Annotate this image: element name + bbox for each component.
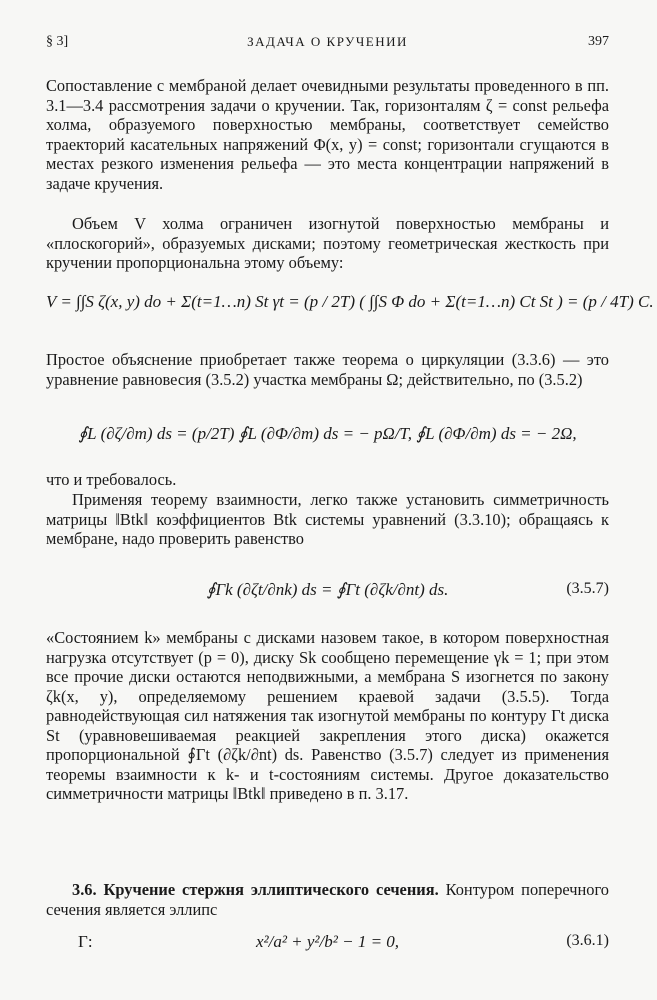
paragraph-2: [46, 214, 609, 273]
paragraph-5-text: Применяя теорему взаимности, легко также установить симметричность матрицы ‖Btk‖ коэффициентов Btk системы уравнений (3.3.10); обращаясь к мембране, надо проверить равенство: [46, 490, 609, 548]
paragraph-1: [46, 76, 609, 193]
paragraph-1-text: Сопоставление с мембраной делает очевидными результаты проведенного в пп. 3.1—3.4 рассмотрения задачи о кручении. Так, горизонталям ζ = const рельефа холма, образуемого поверхностью мембраны, соответствует семейство траекторий касательных напряжений Φ(x, y) = const; горизонтали сгущаются в местах резкого изменения рельефа — это места концентрации напряжений в задаче кручения.: [46, 76, 609, 193]
running-header: [46, 34, 609, 54]
paragraph-7: [46, 880, 609, 919]
paragraph-6-text: «Состоянием k» мембраны с дисками назовем такое, в котором поверхностная нагрузка отсутствует (p = 0), диску Sk сообщено перемещение γk = 1; при этом все прочие диски остаются неподвижными, а мембрана S изогнется по закону ζk(x, y), определяемому решением краевой задачи (3.5.5). Тогда равнодействующая сил натяжения так изогнутой мембраны по контуру Γt диска St (уравновешиваемая реакцией закрепления этого диска) окажется пропорциональной ∮Γt (∂ζk/∂nt) ds. Равенство (3.5.7) следует из применения теоремы взаимности к k- и t-состояниям системы. Другое доказательство симметричности матрицы ‖Btk‖ приведено в п. 3.17.: [46, 628, 609, 803]
paragraph-3-text: Простое объяснение приобретает также теорема о циркуляции (3.3.6) — это уравнение равновесия (3.5.2) участка мембраны Ω; действительно, по (3.5.2): [46, 350, 609, 389]
formula-circulation: [46, 424, 609, 460]
paragraph-6: [46, 628, 609, 804]
equation-number-3-6-1: (3.6.1): [566, 932, 609, 949]
equation-number-3-5-7: (3.5.7): [566, 580, 609, 597]
paragraph-3: [46, 350, 609, 389]
formula-ellipse: [46, 932, 609, 962]
paragraph-2-text: Объем V холма ограничен изогнутой поверхностью мембраны и «плоскогорий», образуемых дисками; поэтому геометрическая жесткость при кручении пропорциональна этому объему:: [46, 214, 609, 272]
formula-circulation-text: ∮L (∂ζ/∂m) ds = (p/2T) ∮L (∂Φ/∂m) ds = − pΩ/T, ∮L (∂Φ/∂m) ds = − 2Ω,: [78, 424, 577, 443]
paragraph-4-text: что и требовалось.: [46, 470, 177, 489]
formula-volume: [46, 292, 654, 332]
section-intro-text: Контуром поперечного сечения является эллипс: [46, 880, 609, 919]
page-number: 397: [588, 34, 609, 49]
paragraph-7-text: [46, 880, 609, 919]
header-title: ЗАДАЧА О КРУЧЕНИИ: [247, 34, 408, 49]
formula-3-5-7-text: ∮Γk (∂ζt/∂nk) ds = ∮Γt (∂ζk/∂nt) ds.: [206, 580, 449, 599]
contour-label: Γ:: [78, 932, 93, 951]
paragraph-5: [46, 490, 609, 549]
formula-ellipse-text: x²/a² + y²/b² − 1 = 0,: [255, 932, 400, 951]
section-mark: § 3]: [46, 34, 69, 49]
section-heading: 3.6. Кручение стержня эллиптического сечения.: [72, 880, 439, 899]
paragraph-4: [46, 470, 609, 490]
formula-3-5-7: [46, 580, 609, 616]
formula-volume-text: V = ∫∫S ζ(x, y) do + Σ(t=1…n) St γt = (p / 2T) ( ∫∫S Φ do + Σ(t=1…n) Ct St ) = (p / 4T) C.: [46, 292, 654, 311]
